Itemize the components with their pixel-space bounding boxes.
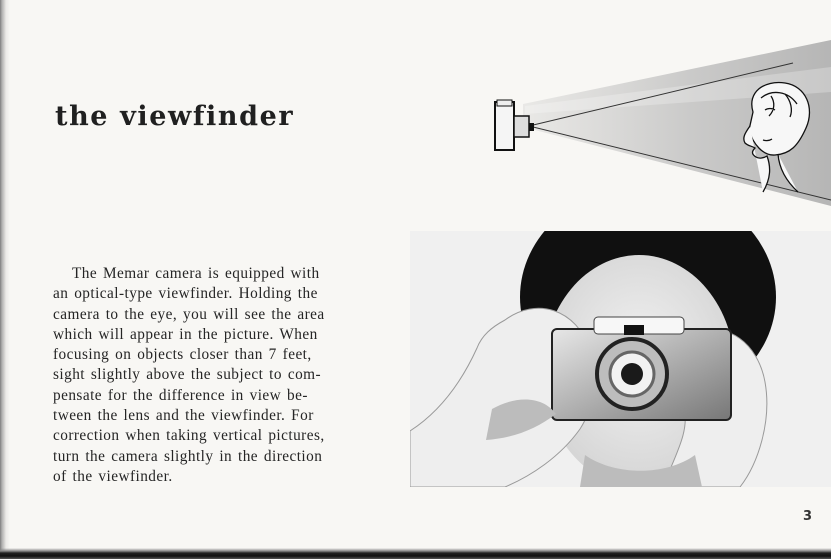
viewfinder-diagram: [493, 22, 831, 214]
body-line: pensate for the difference in view be-: [53, 386, 308, 404]
body-line: an optical-type viewfinder. Holding the: [53, 285, 318, 303]
bottom-scan-line: [0, 548, 831, 559]
page-title: the viewfinder: [55, 101, 295, 132]
body-text: [53, 264, 379, 487]
body-line: sight slightly above the subject to com-: [53, 366, 322, 384]
body-line: tween the lens and the viewfinder. For: [53, 407, 314, 425]
body-line: of the viewfinder.: [53, 467, 173, 485]
body-line: which will appear in the picture. When: [53, 325, 318, 343]
lens-front-icon: [529, 123, 534, 131]
body-line: focusing on objects closer than 7 feet,: [53, 346, 312, 364]
viewfinder-window-shape: [624, 325, 644, 335]
page-number: 3: [803, 509, 813, 524]
camera-lens-icon: [514, 116, 529, 137]
camera-body-icon: [495, 102, 514, 150]
lens-glass-shape: [621, 363, 643, 385]
body-line: correction when taking vertical pictures,: [53, 427, 325, 445]
camera-top-icon: [497, 100, 512, 106]
body-line: camera to the eye, you will see the area: [53, 305, 325, 323]
body-line: The Memar camera is equipped with: [72, 265, 320, 282]
scan-edge: [0, 0, 10, 559]
camera-photo: [410, 231, 831, 487]
body-line: turn the camera slightly in the direction: [53, 447, 323, 465]
